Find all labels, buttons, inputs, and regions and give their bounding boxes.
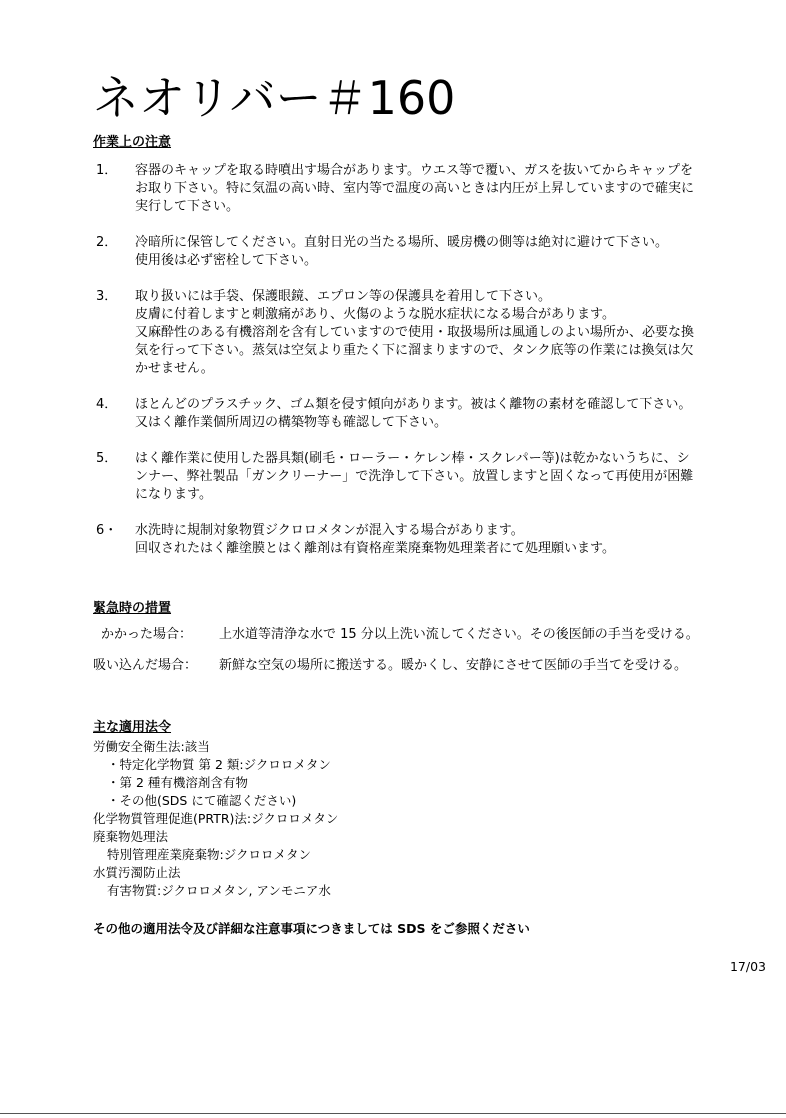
sds-reference-note: その他の適用法令及び詳細な注意事項につきましては SDS をご参照ください (93, 921, 530, 936)
law-line: 有害物質:ジクロロメタン, アンモニア水 (107, 883, 331, 898)
laws-list (93, 738, 338, 900)
precaution-line: 気を行って下さい。蒸気は空気より重たく下に溜まりますので、タンク底等の作業には換気は欠 (135, 343, 694, 358)
precaution-number: 3． (96, 289, 118, 304)
precaution-line: ンナー、弊社製品「ガンクリーナー」で洗浄して下さい。放置しますと固くなって再使用が困難 (135, 469, 694, 484)
law-line: 廃棄物処理法 (93, 829, 169, 844)
precaution-line: 皮膚に付着しますと刺激痛があり、火傷のような脱水症状になる場合があります。 (135, 307, 615, 322)
page-title: ネオリバー＃160 (93, 71, 456, 125)
precaution-line: 取り扱いには手袋、保護眼鏡、エプロン等の保護具を着用して下さい。 (135, 289, 552, 304)
precaution-number: 5． (96, 451, 118, 466)
law-line: ・特定化学物質 第 2 類:ジクロロメタン (107, 757, 331, 772)
precaution-line: 使用後は必ず密栓して下さい。 (135, 253, 318, 268)
bottom-divider (0, 1113, 786, 1114)
precaution-line: お取り下さい。特に気温の高い時、室内等で温度の高いときは内圧が上昇していますので確実に (135, 181, 695, 196)
precaution-number: 4． (96, 397, 118, 412)
precaution-line: 容器のキャップを取る時噴出す場合があります。ウエス等で覆い、ガスを抜いてからキャップを (135, 163, 693, 178)
precaution-number: 2． (96, 235, 118, 250)
emergency-heading: 緊急時の措置 (93, 601, 172, 616)
precaution-text (135, 288, 753, 378)
emergency-row-inhalation (93, 657, 687, 675)
precaution-number: 1． (96, 163, 118, 178)
law-line: 水質汚濁防止法 (93, 865, 181, 880)
precaution-text (135, 450, 753, 504)
precaution-line: 水洗時に規制対象物質ジクロロメタンが混入する場合があります。 (135, 523, 524, 538)
precaution-line: はく離作業に使用した器具類(刷毛・ローラー・ケレン棒・スクレパー等)は乾かないうちに、シ (135, 451, 690, 466)
precaution-number: 6・ (96, 523, 118, 538)
precaution-line: 冷暗所に保管してください。直射日光の当たる場所、暖房機の側等は絶対に避けて下さい。 (135, 235, 669, 250)
page-code: 17/03 (729, 959, 766, 974)
law-line: 特別管理産業廃棄物:ジクロロメタン (107, 847, 311, 862)
precautions-list (93, 162, 753, 576)
precaution-item-5 (93, 450, 753, 504)
emergency-row-contact (93, 626, 699, 644)
precaution-line: かせません。 (135, 361, 214, 376)
precaution-text (135, 234, 753, 270)
emergency-label: かかった場合： (101, 627, 193, 642)
precaution-line: 実行して下さい。 (135, 199, 240, 214)
precaution-text (135, 162, 753, 216)
emergency-text: 上水道等清浄な水で 15 分以上洗い流してください。その後医師の手当を受ける。 (219, 627, 699, 642)
precaution-line: 又はく離作業個所周辺の構築物等も確認して下さい。 (135, 415, 448, 430)
laws-heading: 主な適用法令 (93, 720, 172, 735)
precaution-item-3 (93, 288, 753, 378)
precautions-heading: 作業上の注意 (93, 135, 172, 150)
precaution-line: ほとんどのプラスチック、ゴム類を侵す傾向があります。被はく離物の素材を確認して下さい。 (135, 397, 692, 412)
precaution-line: 又麻酔性のある有機溶剤を含有していますので使用・取扱場所は風通しのよい場所か、必要な換 (135, 325, 695, 340)
emergency-text: 新鮮な空気の場所に搬送する。暖かくし、安静にさせて医師の手当てを受ける。 (219, 658, 688, 673)
precaution-item-6 (93, 522, 753, 558)
precaution-line: 回収されたはく離塗膜とはく離剤は有資格産業廃棄物処理業者にて処理願います。 (135, 541, 615, 556)
emergency-label: 吸い込んだ場合： (93, 658, 198, 673)
law-line: 労働安全衛生法:該当 (93, 739, 210, 754)
precaution-item-2 (93, 234, 753, 270)
law-line: ・その他(SDS にて確認ください) (107, 793, 297, 808)
precaution-item-4 (93, 396, 753, 432)
precaution-text (135, 396, 753, 432)
precaution-item-1 (93, 162, 753, 216)
precaution-text (135, 522, 753, 558)
law-line: ・第 2 種有機溶剤含有物 (107, 775, 248, 790)
law-line: 化学物質管理促進(PRTR)法:ジクロロメタン (93, 811, 339, 826)
precaution-line: になります。 (135, 487, 212, 502)
